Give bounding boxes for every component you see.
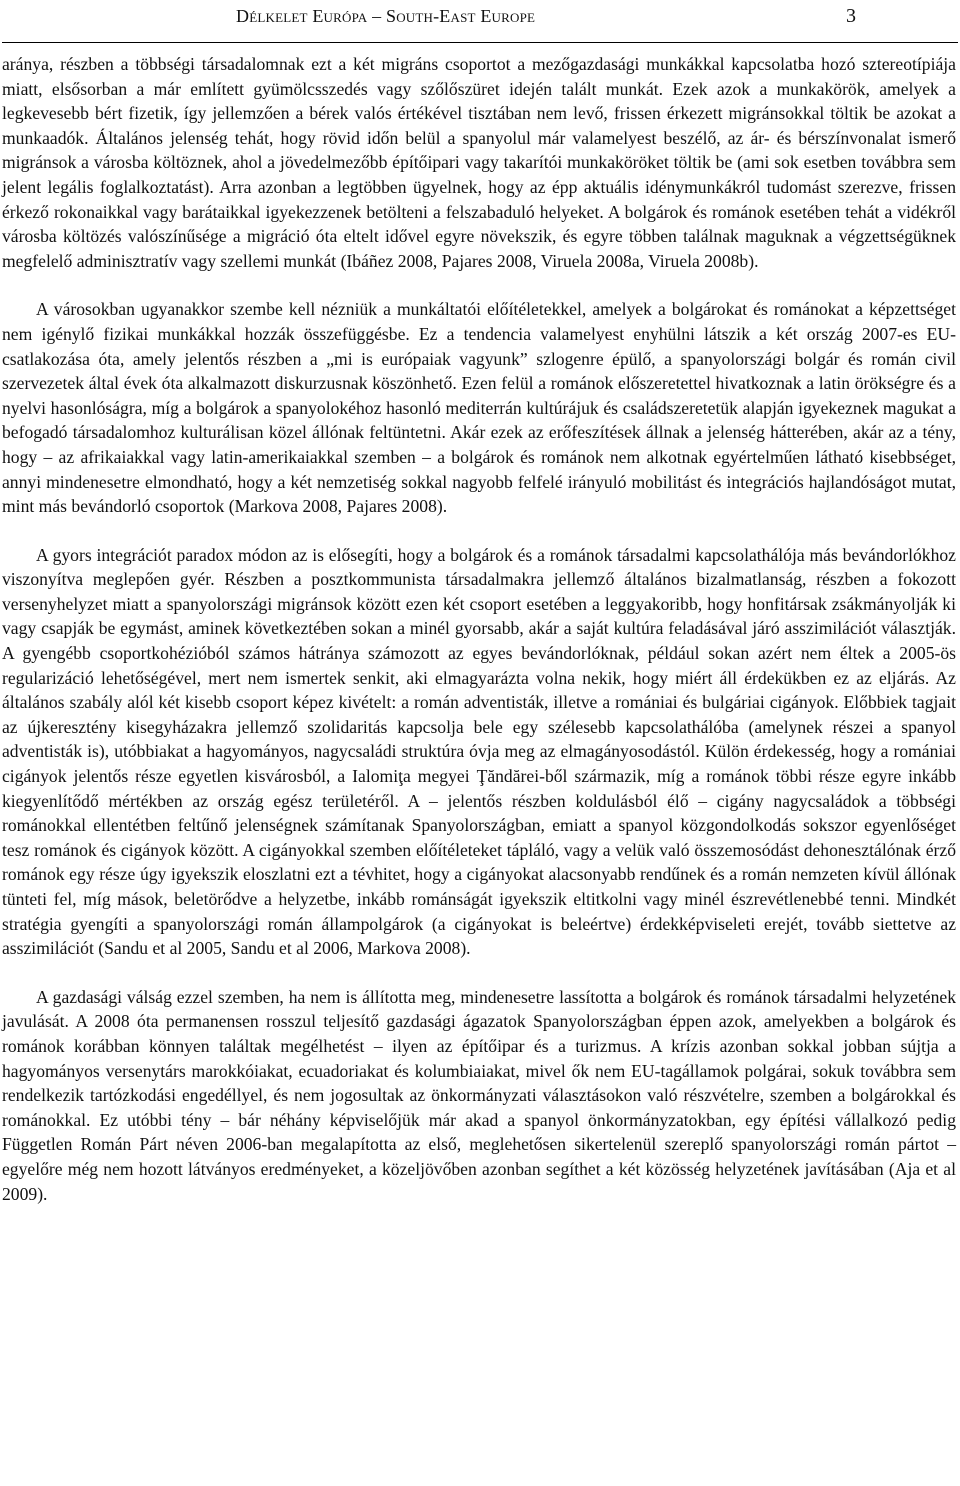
- paragraph-spacer: [2, 273, 956, 297]
- paragraph: A gyors integrációt paradox módon az is elősegíti, hogy a bolgárok és a románok társadalmi kapcsolathálója más bevándorlókhoz viszonyítva meglepően gyér. Részben a posztkommunista társadalmakra jellemző általános bizalmatlanság, részben a fokozott versenyhelyzet miatt a spanyolországi migránsok között ezen két csoport esetében a leggyakoribb, hogy honfitársak zsákmányolják ki vagy csapják be egymást, aminek következtében sokan a minél gyorsabb, akár a saját kultúra feladásával járó asszimilációt választják. A gyengébb csoportkohézióból számos hátránya számozott az egyes bevándorlóknak, például sokan azért nem éltek a 2005-ös regularizáció lehetőségével, mert nem ismertek senkit, aki elmagyarázta volna nekik, hogy miért áll érdekükben ez az eljárás. Az általános szabály alól két kisebb csoport képez kivételt: a román adventisták, illetve a romániai és bulgáriai cigányok. Előbbiek tagjait az újkeresztény kisegyházakra jellemző szolidaritás kapcsolja bele egy szélesebb kapcsolathálóba (amelynek részei a spanyol adventisták is), utóbbiakat a hagyományos, nagycsaládi struktúra óvja meg az elmagányosodástól. Külön érdekesség, hogy a romániai cigányok jelentős része egyetlen kisvárosból, a Ialomiţa megyei Ţăndărei-ből származik, míg a románok többi része egyre inkább kiegyenlítődő mértékben az ország egész területéről. A – jelentős részben koldulásból élő – cigány nagycsaládok a többségi románokkal ellentétben feltűnő jelenségnek számítanak Spanyolországban, emiatt a spanyol közgondolkodás sokszor egyenlőséget tesz románok és cigányok között. A cigányokkal szemben előítéleteket tápláló, vagy a velük való összemosódást dehonesztálónak érző románok egy része úgy igyekszik eloszlatni ezt a tévhitet, hogy a cigányokat alacsonyabb rendűnek és a román nemzeten kívül állónak tünteti fel, míg mások, beletörődve a helyzetbe, inkább románságát igyekszik eltitkolni vagy minél észrevétlenebbé tenni. Mindkét stratégia gyengíti a spanyolországi román állampolgárok (a cigányokat is beleértve) érdekképviseleti erejét, tovább siettetve az asszimilációt (Sandu et al 2005, Sandu et al 2006, Markova 2008).: [2, 544, 956, 959]
- paragraph-spacer: [2, 519, 956, 543]
- body-text: [2, 52, 956, 1206]
- paragraph: A városokban ugyanakkor szembe kell nézniük a munkáltatói előítéletekkel, amelyek a bolgárokat és románokat a képzettséget nem igénylő fizikai munkákkal hozzák összefüggésbe. Ez a tendencia valamelyest enyhülni látszik a két ország 2007-es EU-csatlakozása óta, amely jelentős részben a „mi is európaiak vagyunk” szlogenre épülő, a spanyolországi bolgár és román civil szervezetek által évek óta alkalmazott diskurzusnak köszönhető. Ezen felül a románok előszeretettel hivatkoznak a latin örökségre és a nyelvi hasonlóságra, míg a bolgárok a spanyolokéhoz hasonló mediterrán kultúrájuk és családszeretetük alapján igyekeznek magukat a befogadó társadalomhoz kulturálisan közel állónak feltüntetni. Akár ezek az erőfeszítések állnak a jelenség hátterében, akár az a tény, hogy – az afrikaiakkal vagy latin-amerikaiakkal szemben – a bolgárok és románok nem alkotnak egyértelműen látható kisebbséget, annyi mindenesetre elmondható, hogy a két nemzetiség sokkal nagyobb felfelé irányuló mobilitást és integrációs hajlandóságot mutat, mint más bevándorló csoportok (Markova 2008, Pajares 2008).: [2, 299, 956, 517]
- page-number: 3: [846, 5, 856, 27]
- header-rule: [2, 42, 958, 43]
- running-title: Délkelet Európa – South-East Europe: [236, 6, 536, 26]
- paragraph-continued: aránya, részben a többségi társadalomnak ezt a két migráns csoportot a mezőgazdasági munkákkal kapcsolatba hozó sztereotípiája miatt, elsősorban a már említett gyümölcsszedés vagy szőlőszüret idején talált munkát. Ezek azok a munkakörök, amelyek a legkevesebb bért fizetik, így jellemzően a bérek valós értékével tisztában nem levő, frissen érkezett migránsokkal töltik be azokat a munkaadók. Általános jelenség tehát, hogy rövid időn belül a spanyolul már valamelyest beszélő, az ár- és bérszínvonalat ismerő migránsok a városba költöznek, ahol a jövedelmezőbb építőipari vagy takarítói munkaköröket töltik be (ami sok esetben továbbra sem jelent legális foglalkoztatást). Arra azonban a legtöbben ügyelnek, hogy az épp aktuális idénymunkákról tudomást szerezve, frissen érkező rokonaikkal vagy barátaikkal igyekezzenek betölteni a felszabaduló helyeket. A bolgárok és románok esetében tehát a vidékről városba költözés valószínűsége a migráció óta eltelt idővel egyre növekszik, és egyre többen találnak maguknak a végzettségüknek megfelelő adminisztratív vagy szellemi munkát (Ibáñez 2008, Pajares 2008, Viruela 2008a, Viruela 2008b).: [2, 54, 956, 271]
- running-header: [0, 0, 960, 44]
- paragraph: A gazdasági válság ezzel szemben, ha nem is állította meg, mindenesetre lassította a bolgárok és románok társadalmi helyzetének javulását. A 2008 óta permanensen rosszul teljesítő gazdasági ágazatok Spanyolországban éppen azok, amelyekben a bolgárok és románok korábban könnyen találtak megélhetést – ilyen az építőipar és a turizmus. A krízis azonban sokkal jobban sújtja a hagyományos versenytárs marokkóiakat, ecuadoriakat és kolumbiaiakat, mivel ők nem EU-tagállamok polgárai, sokuk továbbra sem rendelkezik tartózkodási engedéllyel, és nem jogosultak az önkormányzati választásokon való részvételre, szemben a bolgárokkal és románokkal. Ez utóbbi tény – bár néhány képviselőjük már akad a spanyol önkormányzatokban, egy építési vállalkozó pedig Független Román Párt néven 2006-ban megalapította az első, meglehetősen sikertelenül szereplő spanyolországi román pártot – egyelőre még nem hozott látványos eredményeket, a közeljövőben azonban segíthet a két közösség helyzetének javításában (Aja et al 2009).: [2, 986, 956, 1204]
- paragraph-spacer: [2, 961, 956, 985]
